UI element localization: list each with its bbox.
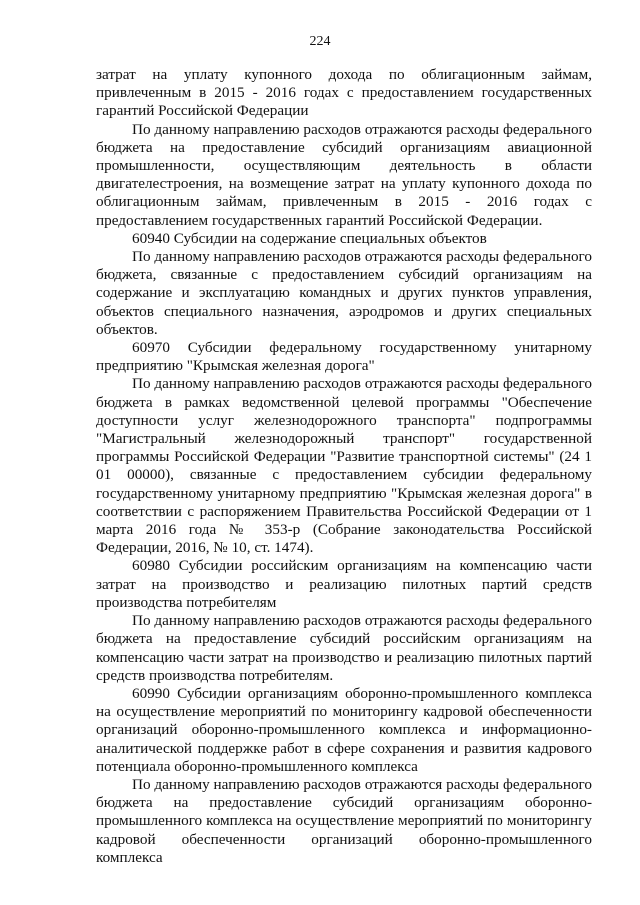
paragraph-description: По данному направлению расходов отражаются расходы федерального бюджета, связанные с предоставлением субсидий организациям на содержание и эксплуатацию командных и других пунктов управления, объектов специального назначения, аэродромов и других специальных объектов. [96,248,592,338]
paragraph-description: По данному направлению расходов отражаются расходы федерального бюджета в рамках ведомственной целевой программы "Обеспечение доступности услуг железнодорожного транспорта" подпрограммы "Магистральный железнодорожный транспорт" государственной программы Российской Федерации "Развитие транспортной системы" (24 1 01 00000), связанные с предоставлением субсидии федеральному государственному унитарному предприятию "Крымская железная дорога" в соответствии с распоряжением Правительства Российской Федерации от 1 марта 2016 года № 353-р (Собрание законодательства Российской Федерации, 2016, № 10, ст. 1474). [96,375,592,557]
expense-code-heading: 60940 Субсидии на содержание специальных объектов [132,229,487,247]
expense-code-heading: 60990 Субсидии организациям оборонно-промышленного комплекса на осуществление мероприятий по мониторингу кадровой обеспеченности организаций оборонно-промышленного комплекса и информационно-аналитической поддержке работ в сфере сохранения и развития кадрового потенциала оборонно-промышленного комплекса [96,684,592,775]
document-body [96,66,592,867]
paragraph-description: По данному направлению расходов отражаются расходы федерального бюджета на предоставление субсидий организациям авиационной промышленности, осуществляющим деятельность в области двигателестроения, на возмещение затрат на уплату купонного дохода по облигационным займам, привлеченным в 2015 - 2016 годах с предоставлением государственных гарантий Российской Федерации. [96,120,592,229]
paragraph-description: По данному направлению расходов отражаются расходы федерального бюджета на предоставление субсидий организациям оборонно-промышленного комплекса на осуществление мероприятий по мониторингу кадровой обеспеченности организаций оборонно-промышленного комплекса [96,775,592,866]
paragraph-continuation: затрат на уплату купонного дохода по облигационным займам, привлеченным в 2015 - 2016 годах с предоставлением государственных гарантий Российской Федерации [96,66,592,120]
paragraph-description: По данному направлению расходов отражаются расходы федерального бюджета на предоставление субсидий российским организациям на компенсацию части затрат на производство и реализацию пилотных партий средств производства потребителям. [96,612,592,684]
expense-code-heading: 60980 Субсидии российским организациям на компенсацию части затрат на производство и реализацию пилотных партий средств производства потребителям [96,557,592,611]
expense-code-heading: 60970 Субсидии федеральному государственному унитарному предприятию "Крымская железная дорога" [96,339,592,375]
page-number: 224 [309,34,331,49]
